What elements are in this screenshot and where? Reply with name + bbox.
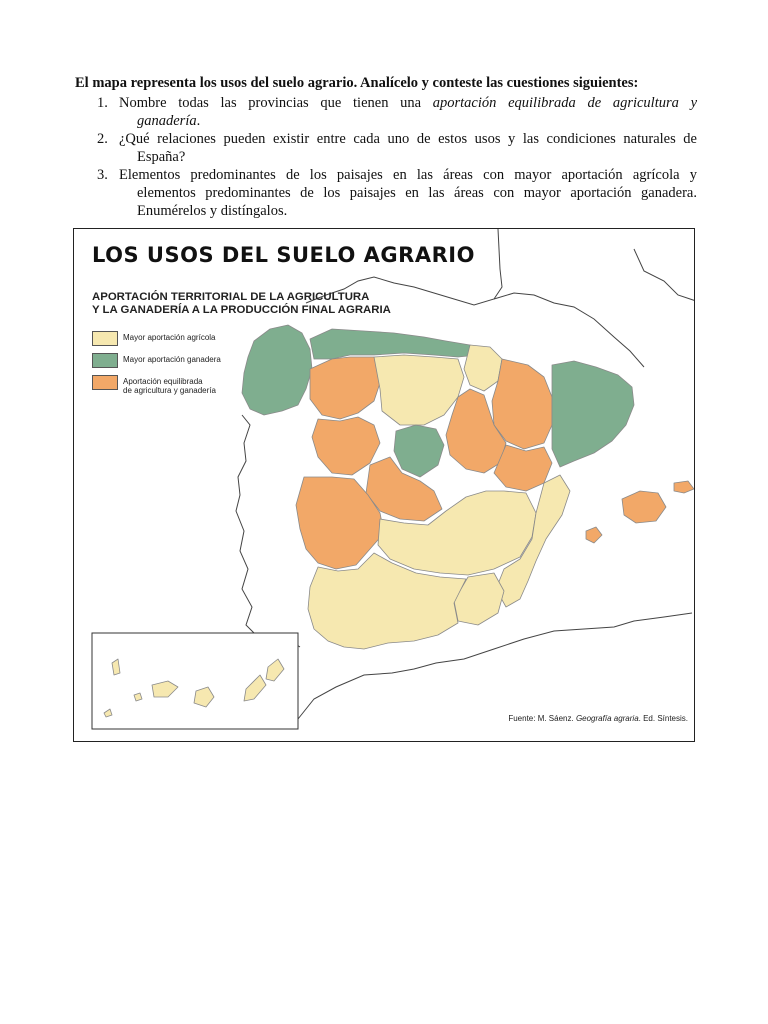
exercise-intro: El mapa representa los usos del suelo agrario. Analícelo y conteste las cuestiones siguientes: — [75, 75, 639, 91]
province-mallorca — [622, 491, 666, 523]
canarias-gomera — [134, 693, 142, 701]
france-east-coast — [634, 249, 695, 301]
canarias-inset-frame — [92, 633, 298, 729]
legend-swatch — [92, 331, 118, 346]
province-burgos — [374, 355, 464, 425]
question-list — [75, 94, 697, 220]
map-figure — [73, 228, 695, 742]
portugal-coast — [236, 415, 300, 647]
question-text: Nombre todas las provincias que tienen una — [119, 95, 433, 111]
province-menorca — [674, 481, 694, 493]
question-text-cont: . — [196, 113, 201, 129]
province-ibiza — [586, 527, 602, 543]
legend-label: Aportación equilibrada de agricultura y ganadería — [123, 377, 216, 395]
question-text-cont: España? — [137, 149, 186, 165]
question-text: ¿Qué relaciones pueden existir entre cada uno de estos usos y las condiciones naturales de — [119, 131, 697, 147]
province-navarra — [464, 345, 502, 391]
map-source: Fuente: M. Sáenz. Geografía agraria. Ed. Síntesis. — [508, 714, 688, 723]
legend-label: Mayor aportación agrícola — [123, 333, 216, 342]
legend-swatch — [92, 353, 118, 368]
province-cornisa — [310, 329, 478, 359]
province-cataluna — [552, 361, 634, 467]
legend-label: Mayor aportación ganadera — [123, 355, 221, 364]
question-2 — [75, 130, 697, 166]
province-leon — [310, 357, 382, 419]
exercise-text — [75, 74, 697, 220]
map-title: LOS USOS DEL SUELO AGRARIO — [92, 243, 475, 267]
question-number: 2. — [97, 131, 108, 147]
question-3 — [75, 166, 697, 220]
question-text-cont: elementos predominantes de los paisajes en las áreas con mayor aportación ganadera. — [137, 185, 697, 201]
province-segovia — [394, 425, 444, 477]
question-number: 1. — [97, 95, 108, 111]
question-1 — [75, 94, 697, 130]
question-number: 3. — [97, 167, 108, 183]
question-text-cont: Enumérelos y distíngalos. — [137, 203, 288, 219]
province-galicia — [242, 325, 312, 415]
legend-swatch — [92, 375, 118, 390]
question-text: Elementos predominantes de los paisajes en las áreas con mayor aportación agrícola y — [119, 167, 697, 183]
question-emphasis-cont: ganadería — [137, 113, 197, 129]
france-pyrenees — [494, 293, 644, 367]
question-emphasis: aportación equilibrada de agricultura y — [432, 95, 698, 111]
map-subtitle: APORTACIÓN TERRITORIAL DE LA AGRICULTURA Y LA GANADERÍA A LA PRODUCCIÓN FINAL AGRARIA — [92, 291, 391, 316]
